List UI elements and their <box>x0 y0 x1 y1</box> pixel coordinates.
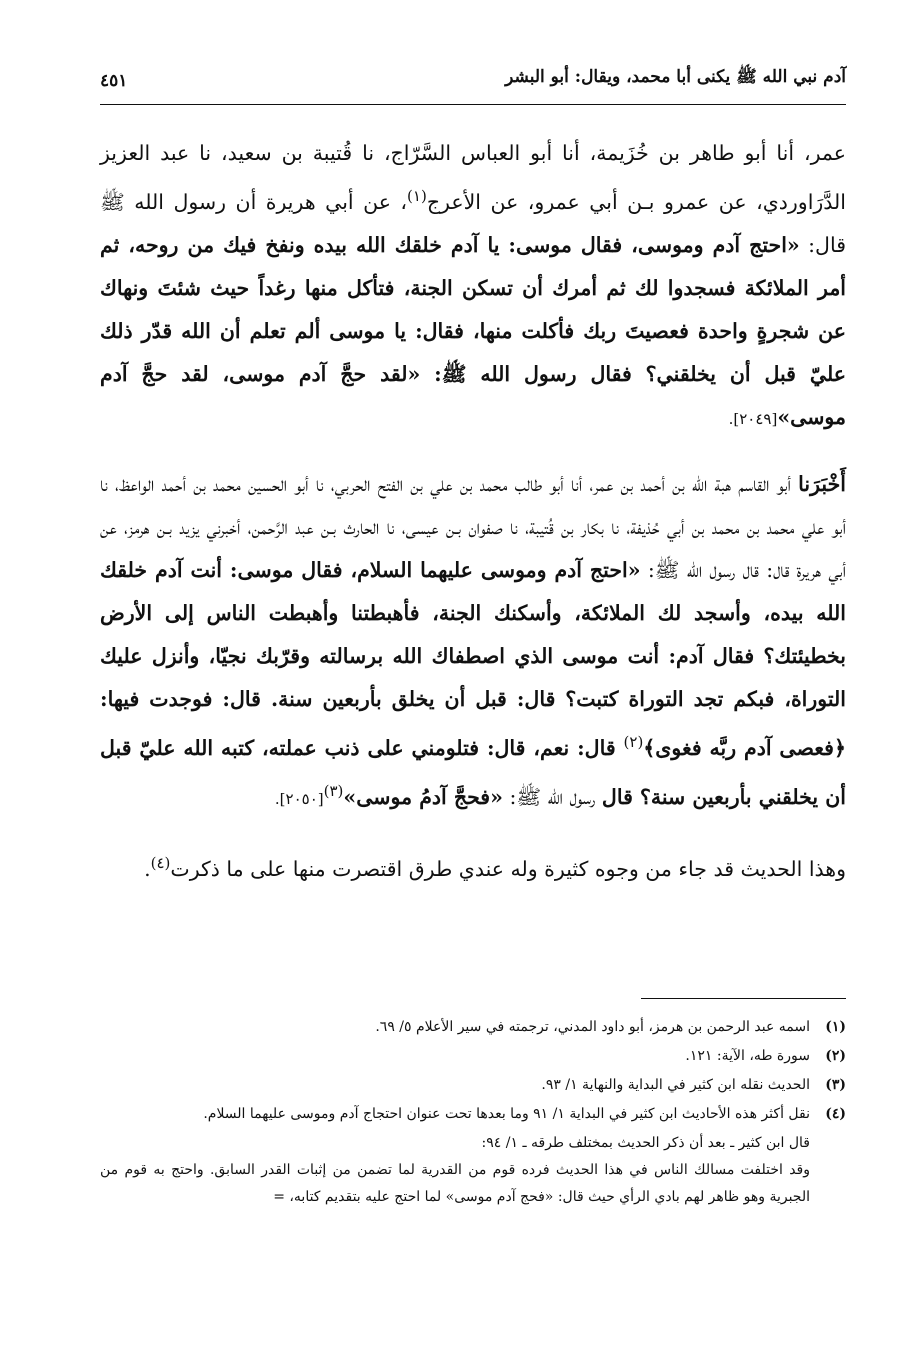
footnote-continuation: قال ابن كثير ـ بعد أن ذكر الحديث بمختلف طرقه ـ ١/ ٩٤: <box>481 1135 810 1151</box>
paragraph-text: ، عن أبي هريرة أن رسول الله ﷺ قال: <box>100 189 846 257</box>
hadith-text: «فحجَّ آدمُ موسى» <box>343 784 503 809</box>
hadith-text: «احتج آدم وموسى عليهما السلام، فقال موسى: أنت آدم خلقك الله بيده، وأسجد لك الملائكة، وأسكنك الجنة، فأهبطتنا وأهبطت الناس إلى الأرض بخطيئتك؟ فقال آدم: أنت موسى الذي اصطفاك الله برسالته وقرّبك نجيّا، وأنزل عليك التوراة، فبكم تجد التوراة كتبت؟ قال: قبل أن يخلق بأربعين سنة. قال: فوجدت فيها: ﴿فعصى آدم ربَّه فغوى﴾ <box>100 557 846 760</box>
footnote-2 <box>100 1043 846 1070</box>
paragraph-text: وهذا الحديث قد جاء من وجوه كثيرة وله عندي طرق اقتصرت منها على ما ذكرت <box>170 857 846 882</box>
hadith-text: «احتج آدم وموسى، فقال موسى: يا آدم خلقك الله بيده ونفخ فيك من روحه، ثم أمر الملائكة فسجدوا لك ثم أمرك أن تسكن الجنة، فتأكل منها رغداً حيث شئتَ ونهاك عن شجرةٍ واحدة فعصيتَ ربك فأكلت منها، فقال: يا موسى ألم تعلم أن الله قدّر ذلك عليّ قبل أن يخلقني؟ فقال رسول الله ﷺ: «لقد حجَّ آدم موسى، لقد حجَّ آدم موسى» <box>100 232 846 429</box>
footnote-number: (٤) <box>825 1106 846 1122</box>
footnote-marker: (٣) <box>323 781 344 800</box>
footnote-text: الحديث نقله ابن كثير في البداية والنهاية ١/ ٩٣. <box>541 1077 810 1093</box>
hadith-number: [٢٠٤٩]. <box>728 409 778 428</box>
footnote-1 <box>100 1014 846 1041</box>
paragraph-1 <box>100 132 846 441</box>
paragraph-text: أبو القاسم هبة اللّٰه بن أحمد بن عمر، أنا أبو طالب محمد بن علي بن الفتح الحربي، نا أبو الحسين محمد بن أحمد الواعظ، نا أبو علي محمد بن محمد بن أبي حُذيفة، نا بكار بن قُتيبة، نا صفوان بـن عيسى، نا الحارث بـن عبد الرَّحمن، أخبرني يزيد بـن هرمز، عن أبي هريرة قال: قال رسول الله ﷺ: <box>100 471 846 582</box>
main-text <box>100 132 846 913</box>
footnote-text: اسمه عبد الرحمن بن هرمز، أبو داود المدني، ترجمته في سير الأعلام ٥/ ٦٩. <box>375 1019 810 1035</box>
footnote-3 <box>100 1072 846 1099</box>
running-header <box>100 66 846 97</box>
footnote-4 <box>100 1101 846 1128</box>
paragraph-lead: أَخْبَرَنا <box>798 471 846 496</box>
paragraph-text: عمر، أنا أبو طاهر بن خُزَيمة، أنا أبو العباس السَّرّاج، نا قُتيبة بن سعيد، نا عبد العزيز الدَّرَاوردي، عن عمرو بـن أبي عمرو، عن الأعرج <box>100 141 846 214</box>
footnote-number: (١) <box>825 1019 846 1035</box>
paragraph-2 <box>100 463 846 821</box>
paragraph-3 <box>100 842 846 891</box>
footnote-marker: (٢) <box>623 732 644 751</box>
page-number: ٤٥١ <box>100 71 128 91</box>
footnotes <box>100 1014 846 1211</box>
footnote-number: (٣) <box>825 1077 846 1093</box>
header-divider <box>100 104 846 105</box>
paragraph-text: . <box>144 857 151 882</box>
footnote-marker: (١) <box>407 187 427 205</box>
footnote-number: (٢) <box>825 1048 846 1064</box>
footnote-divider <box>641 998 846 999</box>
hadith-number: [٢٠٥٠]. <box>274 789 324 808</box>
footnote-text: نقل أكثر هذه الأحاديث ابن كثير في البداية ١/ ٩١ وما بعدها تحت عنوان احتجاج آدم وموسى عليهما السلام. <box>203 1106 810 1122</box>
paragraph-text: رسول الله ﷺ: <box>502 784 602 809</box>
running-title: آدم نبي الله ﷺ يكنى أبا محمد، ويقال: أبو البشر <box>505 67 846 87</box>
hadith-text: قال: نعم، قال: فتلومني على ذنب عملته، كتبه الله عليّ قبل أن يخلقني بأربعين سنة؟ قال <box>100 735 846 809</box>
footnote-text: سورة طه، الآية: ١٢١. <box>685 1048 810 1064</box>
footnote-marker: (٤) <box>150 854 171 873</box>
footnote-continuation: وقد اختلفت مسالك الناس في هذا الحديث فرده قوم من القدرية لما تضمن من إثبات القدر السابق. واحتج به قوم من الجبرية وهو ظاهر لهم بادي الرأي حيث قال: «فحج آدم موسى» لما احتج عليه بتقديم كتابه، = <box>100 1162 810 1205</box>
